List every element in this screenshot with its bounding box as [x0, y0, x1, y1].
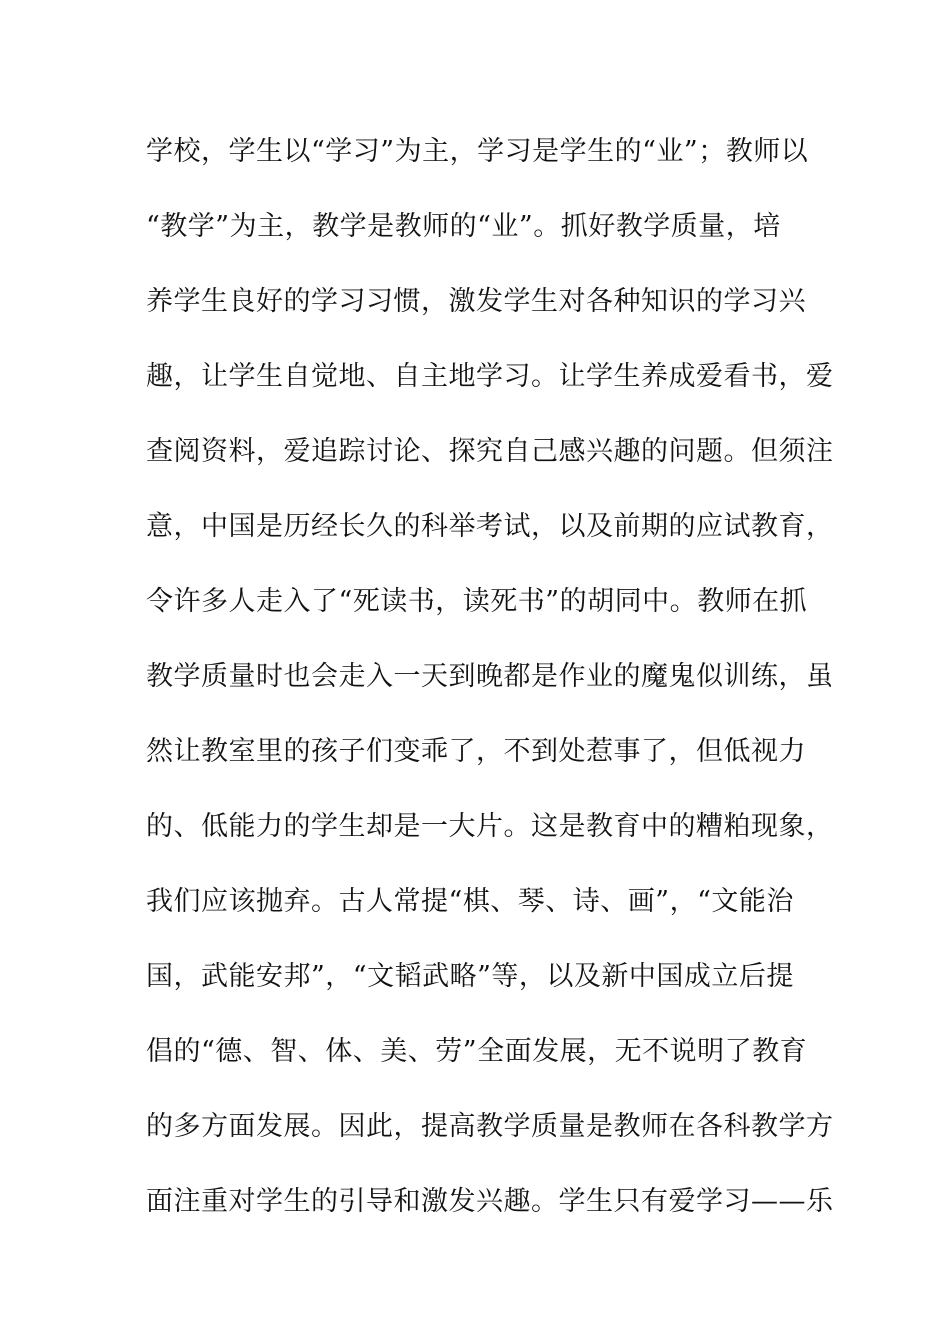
text-line: 令许多人走入了“死读书，读死书”的胡同中。教师在抓 [146, 586, 808, 617]
text-line: 查阅资料，爱追踪讨论、探究自己感兴趣的问题。但须注 [146, 436, 834, 467]
text-line: 国，武能安邦”，“文韬武略”等，以及新中国成立后提 [146, 961, 794, 992]
text-line: 趣，让学生自觉地、自主地学习。让学生养成爱看书，爱 [146, 361, 834, 392]
text-line: 然让教室里的孩子们变乖了，不到处惹事了，但低视力 [146, 736, 806, 767]
text-line: “教学”为主，教学是教师的“业”。抓好教学质量，培 [146, 211, 781, 242]
text-line: 学校，学生以“学习”为主，学习是学生的“业”；教师以 [146, 136, 809, 167]
text-line: 我们应该抛弃。古人常提“棋、琴、诗、画”，“文能治 [146, 886, 794, 917]
body-paragraph [146, 128, 834, 1253]
text-line: 教学质量时也会走入一天到晚都是作业的魔鬼似训练，虽 [146, 661, 834, 692]
text-line: 的、低能力的学生却是一大片。这是教育中的糟粕现象， [146, 811, 834, 842]
text-line: 面注重对学生的引导和激发兴趣。学生只有爱学习——乐 [146, 1186, 834, 1217]
text-line: 养学生良好的学习习惯，激发学生对各种知识的学习兴 [146, 286, 806, 317]
text-line: 倡的“德、智、体、美、劳”全面发展，无不说明了教育 [146, 1036, 808, 1067]
text-line: 的多方面发展。因此，提高教学质量是教师在各科教学方 [146, 1111, 834, 1142]
text-line: 意，中国是历经长久的科举考试，以及前期的应试教育， [146, 511, 834, 542]
